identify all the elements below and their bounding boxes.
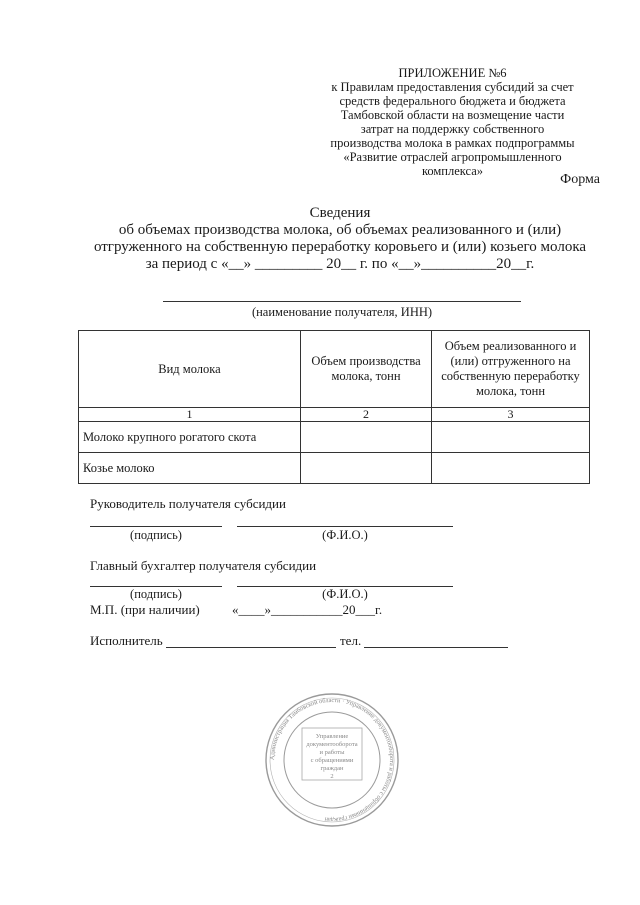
stamp-center-line: Управление [315, 733, 349, 740]
title-line: об объемах производства молока, об объемах реализованного и (или) [118, 222, 562, 238]
appendix-line: Тамбовской области на возмещение части [340, 108, 565, 122]
appendix-line: производства молока в рамках подпрограммы [330, 136, 575, 150]
column-number: 1 [79, 408, 301, 422]
table-header-row [79, 331, 590, 408]
head-name-line[interactable] [237, 526, 453, 527]
head-label: Руководитель получателя субсидии [90, 496, 286, 511]
form-label: Форма [560, 172, 600, 187]
production-volume-cell[interactable] [301, 422, 432, 453]
sold-volume-cell[interactable] [432, 422, 590, 453]
official-stamp [262, 690, 402, 830]
stamp-outer-text: Администрация Тамбовской области · Управление документооборота и работы с обращениями граждан [268, 696, 396, 824]
appendix-line: средств федерального бюджета и бюджета [339, 94, 566, 108]
appendix-line: «Развитие отраслей агропромышленного [343, 150, 562, 164]
milk-volume-table [78, 330, 590, 484]
milk-type-cell: Молоко крупного рогатого скота [79, 422, 301, 453]
stamp-center-line: документооборота [306, 741, 358, 748]
sold-volume-cell[interactable] [432, 453, 590, 484]
phone-label: тел. [340, 633, 362, 648]
title-line: отгруженного на собственную переработку коровьего и (или) козьего молока [93, 239, 587, 255]
appendix-line: ПРИЛОЖЕНИЕ №6 [398, 66, 507, 80]
appendix-line: комплекса» [421, 164, 484, 178]
accountant-label: Главный бухгалтер получателя субсидии [90, 558, 317, 573]
production-volume-cell[interactable] [301, 453, 432, 484]
appendix-header [330, 66, 575, 178]
executor-line[interactable] [166, 647, 336, 648]
title-heading: Сведения [309, 205, 371, 221]
milk-type-cell: Козье молоко [79, 453, 301, 484]
document-title [60, 205, 620, 273]
phone-line[interactable] [364, 647, 508, 648]
stamp-center-line: и работы [319, 749, 345, 756]
name-caption: (Ф.И.О.) [322, 528, 368, 542]
appendix-line: затрат на поддержку собственного [360, 122, 545, 136]
executor-label: Исполнитель [90, 633, 163, 648]
stamp-center-line: граждан [320, 765, 344, 772]
period-line: за период с «__» _________ 20__ г. по «__»__________20__г. [145, 256, 535, 272]
stamp-center-line: 2 [330, 773, 334, 780]
column-number-row [79, 408, 590, 422]
column-number: 3 [432, 408, 590, 422]
recipient-field-line[interactable] [163, 301, 521, 302]
header-production-volume: Объем производства молока, тонн [301, 331, 432, 408]
date-field[interactable]: «____»___________20___г. [232, 602, 383, 617]
signature-caption: (подпись) [130, 587, 182, 601]
table-row [79, 422, 590, 453]
table-row [79, 453, 590, 484]
header-milk-type: Вид молока [79, 331, 301, 408]
column-number: 2 [301, 408, 432, 422]
header-sold-volume: Объем реализованного и (или) отгруженного на собственную переработку молока, тонн [432, 331, 590, 408]
head-signature-line[interactable] [90, 526, 222, 527]
name-caption: (Ф.И.О.) [322, 587, 368, 601]
signature-caption: (подпись) [130, 528, 182, 542]
appendix-line: к Правилам предоставления субсидий за счет [331, 80, 574, 94]
seal-label: М.П. (при наличии) [90, 602, 200, 617]
stamp-center-line: с обращениями [310, 757, 354, 764]
recipient-caption: (наименование получателя, ИНН) [251, 305, 433, 319]
